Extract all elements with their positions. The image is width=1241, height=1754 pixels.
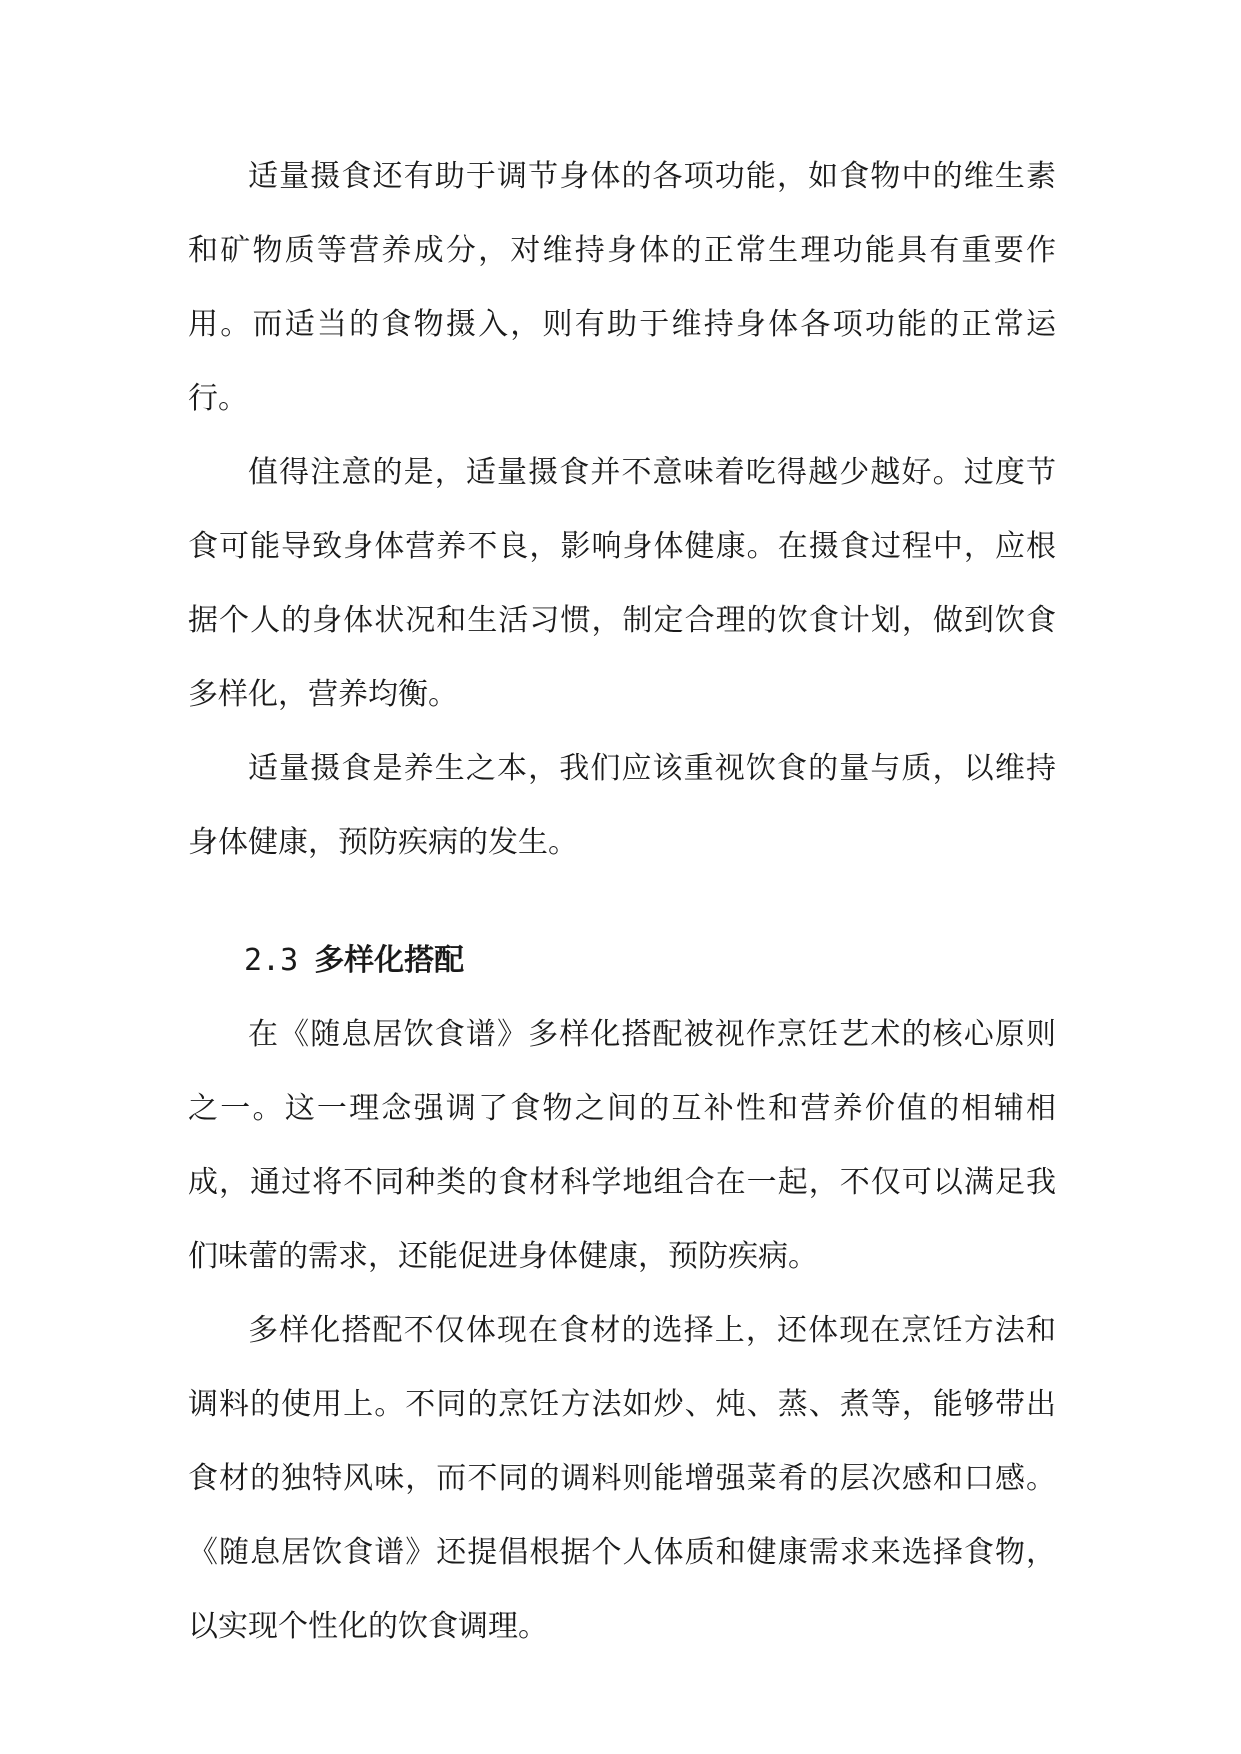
paragraph-no-overdieting: 值得注意的是，适量摄食并不意味着吃得越少越好。过度节食可能导致身体营养不良，影响身体健康。在摄食过程中，应根据个人的身体状况和生活习惯，制定合理的饮食计划，做到饮食多样化，营养均衡。 — [188, 455, 1056, 712]
section-heading — [188, 924, 1056, 998]
section-number: 2.3 — [244, 943, 299, 978]
page-content — [188, 140, 1056, 1664]
paragraph-moderate-eating-summary: 适量摄食是养生之本，我们应该重视饮食的量与质，以维持身体健康，预防疾病的发生。 — [188, 751, 1056, 860]
paragraph-cooking-methods: 多样化搭配不仅体现在食材的选择上，还体现在烹饪方法和调料的使用上。不同的烹饪方法如炒、炖、蒸、煮等，能够带出食材的独特风味，而不同的调料则能增强菜肴的层次感和口感。《随息居饮食谱》还提倡根据个人体质和健康需求来选择食物，以实现个性化的饮食调理。 — [188, 1313, 1056, 1644]
paragraph-diversity-principle: 在《随息居饮食谱》多样化搭配被视作烹饪艺术的核心原则之一。这一理念强调了食物之间的互补性和营养价值的相辅相成，通过将不同种类的食材科学地组合在一起，不仅可以满足我们味蕾的需求，还能促进身体健康，预防疾病。 — [188, 1017, 1056, 1274]
paragraph-function-regulation: 适量摄食还有助于调节身体的各项功能，如食物中的维生素和矿物质等营养成分，对维持身体的正常生理功能具有重要作用。而适当的食物摄入，则有助于维持身体各项功能的正常运行。 — [188, 159, 1056, 416]
section-title: 多样化搭配 — [314, 943, 465, 978]
